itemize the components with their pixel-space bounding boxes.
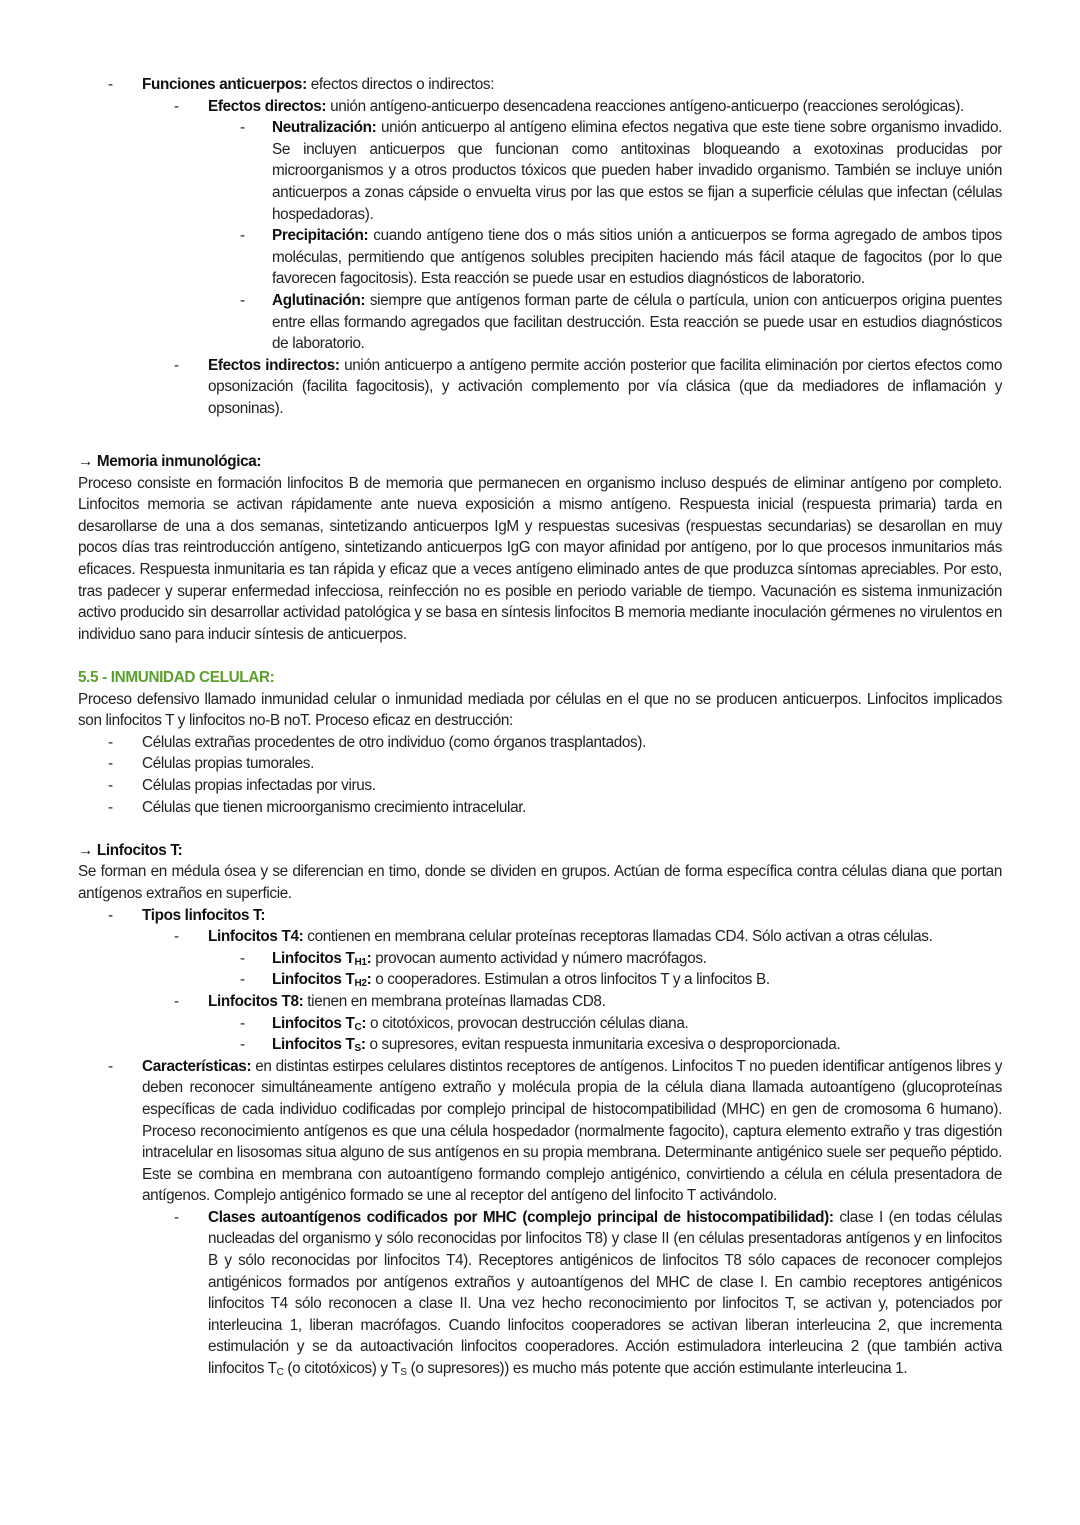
- aglutinacion-text: siempre que antígenos forman parte de célula o partícula, union con anticuerpos origina puentes entre ellas formando agregados que facilitan destrucción. Esta reacción se puede usar en estudios diagnósticos de laboratorio.: [272, 291, 1002, 353]
- neutralizacion-text: unión anticuerpo al antígeno elimina efectos negativa que este tiene sobre organismo invadido. Se incluyen anticuerpos que funcionan como antitoxinas bloqueando a exotoxinas producidas por microorganismos y a otros productos tóxicos que pueden haber invadido organismo. También se incluye unión anticuerpos a zonas cápside o envuelta virus por las que estos se fijan a superficie células que infectan (células hospedadoras).: [272, 119, 1002, 223]
- efectos-directos-item: [78, 96, 1002, 118]
- linfocitos-t-heading: → Linfocitos T:: [78, 841, 183, 859]
- t4-text: contienen en membrana celular proteínas receptoras llamadas CD4. Sólo activan a otras células.: [303, 928, 933, 946]
- funciones-text: efectos directos o indirectos:: [306, 76, 495, 93]
- ts-title: Linfocitos $T_S$:: [272, 1036, 366, 1055]
- clases-sub-c: C: [276, 1367, 284, 1379]
- linfocitos-tc-item: [78, 1013, 1002, 1035]
- indirectos-text: unión anticuerpo a antígeno permite acción posterior que facilita eliminación por ciertos efectos como opsonización (facilita fagocitosis), y activación complemento por vía clásica (que da mediadores de inflamación y opsoninas).: [208, 356, 1002, 417]
- ts-text: o supresores, evitan respuesta inmunitaria excesiva o desproporcionada.: [365, 1036, 841, 1054]
- linfocitos-t8-item: [78, 991, 1002, 1013]
- memoria-heading: → Memoria inmunológica:: [78, 453, 262, 471]
- linfocitos-t4-item: [78, 926, 1002, 948]
- efectos-indirectos-item: [78, 355, 1002, 420]
- precipitacion-text: cuando antígeno tiene dos o más sitios unión a anticuerpos se forma agregado de ambos tipos moléculas, permitiendo que antígenos solubles precipiten haciendo más fácil ataque de fagocitos (por lo que favorecen fagocitosis). Esta reacción se puede usar en estudios diagnósticos de laboratorio.: [272, 227, 1002, 288]
- section-heading-inmunidad-celular: 5.5 - INMUNIDAD CELULAR:: [78, 669, 275, 687]
- linfocitos-t-paragraph: Se forman en médula ósea y se diferencian en timo, donde se dividen en grupos. Actúan de forma específica contra células diana que portan antígenos extraños en superficie.: [78, 863, 1002, 902]
- tc-title: Linfocitos $T_C$:: [272, 1014, 367, 1033]
- t8-text: tienen en membrana proteínas llamadas CD8.: [303, 992, 606, 1010]
- caracteristicas-text: en distintas estirpes celulares distintos receptores de antígenos. Linfocitos T no pueden identificar antígenos libres y deben reconocer simultáneamente antígeno extraño y molécula propia de la célula diana llamada autoantígeno (glucoproteínas específicas de cada individuo codificadas por complejo principal de histocompatibilidad (MHC) en gen de cromosoma 6 humano). Proceso reconocimiento antígenos es que una célula hospedador (normalmente fagocito), captura elemento extraño y tras digestión intracelular en lisosomas situa alguno de sus antígenos en su propia membrana. Determinante antigénico suele ser pequeño péptido. Este se combina en membrana con autoantígeno formando complejo antigénico, convirtiendo a célula en célula presentadora de antígenos. Complejo antigénico formado se une al receptor del antígeno del linfocito T activándolo.: [142, 1057, 1002, 1205]
- neutralizacion-title: Neutralización:: [272, 119, 377, 137]
- th2-title: Linfocitos $T_{H2}$:: [272, 971, 372, 990]
- indirectos-title: Efectos indirectos:: [208, 356, 340, 374]
- t4-title: Linfocitos T4:: [208, 928, 304, 946]
- aglutinacion-item: [78, 290, 1002, 355]
- clases-mid: (o citotóxicos) y T: [283, 1360, 401, 1378]
- funciones-anticuerpos-item: [78, 74, 1002, 96]
- list-item: - Células propias infectadas por virus.: [78, 775, 1002, 797]
- list-item: - Células extrañas procedentes de otro individuo (como órganos trasplantados).: [78, 732, 1002, 754]
- memoria-paragraph: Proceso consiste en formación linfocitos B de memoria que permanecen en organismo incluso después de eliminar antígeno por completo. Linfocitos memoria se activan rápidamente ante nueva exposición a mismo antígeno. Respuesta inicial (respuesta primaria) tarda en desarollarse de una a dos semanas, sintetizando anticuerpos IgM y respuestas sucesivas (respuestas secundarias) se desarollan en muy pocos días tras reintroducción antígeno, sintetizando anticuerpos IgG con mayor afinidad por antígeno, por lo que procesos inmunitarios más eficaces. Respuesta inmunitaria es tan rápida y eficaz que a veces antígeno eliminado antes de que produzca síntomas apreciables. Por esto, tras padecer y superar enfermedad infecciosa, reinfección no es posible en periodo variable de tiempo. Vacunación es sistema inmunización activo producido sin desarrollar actividad patológica y se basa en síntesis linfocitos B memoria mediante inoculación gérmenes no virulentos en individuo sano para inducir síntesis de anticuerpos.: [78, 474, 1002, 643]
- caracteristicas-title: Características:: [142, 1057, 252, 1075]
- th1-title: Linfocitos $T_{H1}$:: [272, 949, 372, 968]
- t8-title: Linfocitos T8:: [208, 992, 304, 1010]
- tipos-linfocitos-title: - Tipos linfocitos T:: [78, 905, 1002, 927]
- th1-text: provocan aumento actividad y número macrófagos.: [371, 949, 707, 967]
- precipitacion-title: Precipitación:: [272, 227, 369, 245]
- list-item: - Células que tienen microorganismo crecimiento intracelular.: [78, 797, 1002, 819]
- clases-autoantigenos-item: [78, 1207, 1002, 1380]
- th2-text: o cooperadores. Estimulan a otros linfocitos T y a linfocitos B.: [371, 971, 770, 989]
- clases-title: Clases autoantígenos codificados por MHC (complejo principal de histocompatibilidad):: [208, 1208, 834, 1226]
- clases-end: (o supresores)) es mucho más potente que acción estimulante interleucina 1.: [406, 1360, 908, 1378]
- funciones-title: Funciones anticuerpos:: [142, 76, 307, 93]
- clases-text: clase I (en todas células nucleadas del organismo y sólo reconocidas por linfocitos T8) y clase II (en células presentadoras antígenos y en linfocitos B y sólo reconocidas por linfocitos T4). Receptores antigénicos de linfocitos T8 sólo capaces de reconocer complejos antigénicos formados por antígenos extraños y autoantígenos del MHC de clase I. En cambio receptores antigénicos linfocitos T4 sólo reconocen a clase II. Una vez hecho reconocimiento por linfocitos T, se activan y, potenciados por interleucina 1, liberan macrófagos. Cuando linfocitos cooperadores se activan liberan interleucina 2, que incrementa estimulación y se da autoactivación linfocitos cooperadores. Acción estimuladora interleucina 2 (que también activa linfocitos T: [208, 1208, 1002, 1378]
- linfocitos-th1-item: [78, 948, 1002, 970]
- list-item: - Células propias tumorales.: [78, 753, 1002, 775]
- tc-text: o citotóxicos, provocan destrucción células diana.: [366, 1014, 689, 1032]
- aglutinacion-title: Aglutinación:: [272, 291, 366, 309]
- linfocitos-th2-item: [78, 969, 1002, 991]
- caracteristicas-item: [78, 1056, 1002, 1207]
- celular-paragraph: Proceso defensivo llamado inmunidad celular o inmunidad mediada por células en el que no se producen anticuerpos. Linfocitos implicados son linfocitos T y linfocitos no-B noT. Proceso eficaz en destrucción:: [78, 690, 1002, 730]
- clases-sub-s: S: [400, 1367, 407, 1379]
- neutralizacion-item: [78, 117, 1002, 225]
- linfocitos-ts-item: [78, 1034, 1002, 1056]
- precipitacion-item: [78, 225, 1002, 290]
- document-page: [78, 74, 1002, 1380]
- directos-text: unión antígeno-anticuerpo desencadena reacciones antígeno-anticuerpo (reacciones serológicas).: [326, 97, 964, 115]
- directos-title: Efectos directos:: [208, 97, 327, 115]
